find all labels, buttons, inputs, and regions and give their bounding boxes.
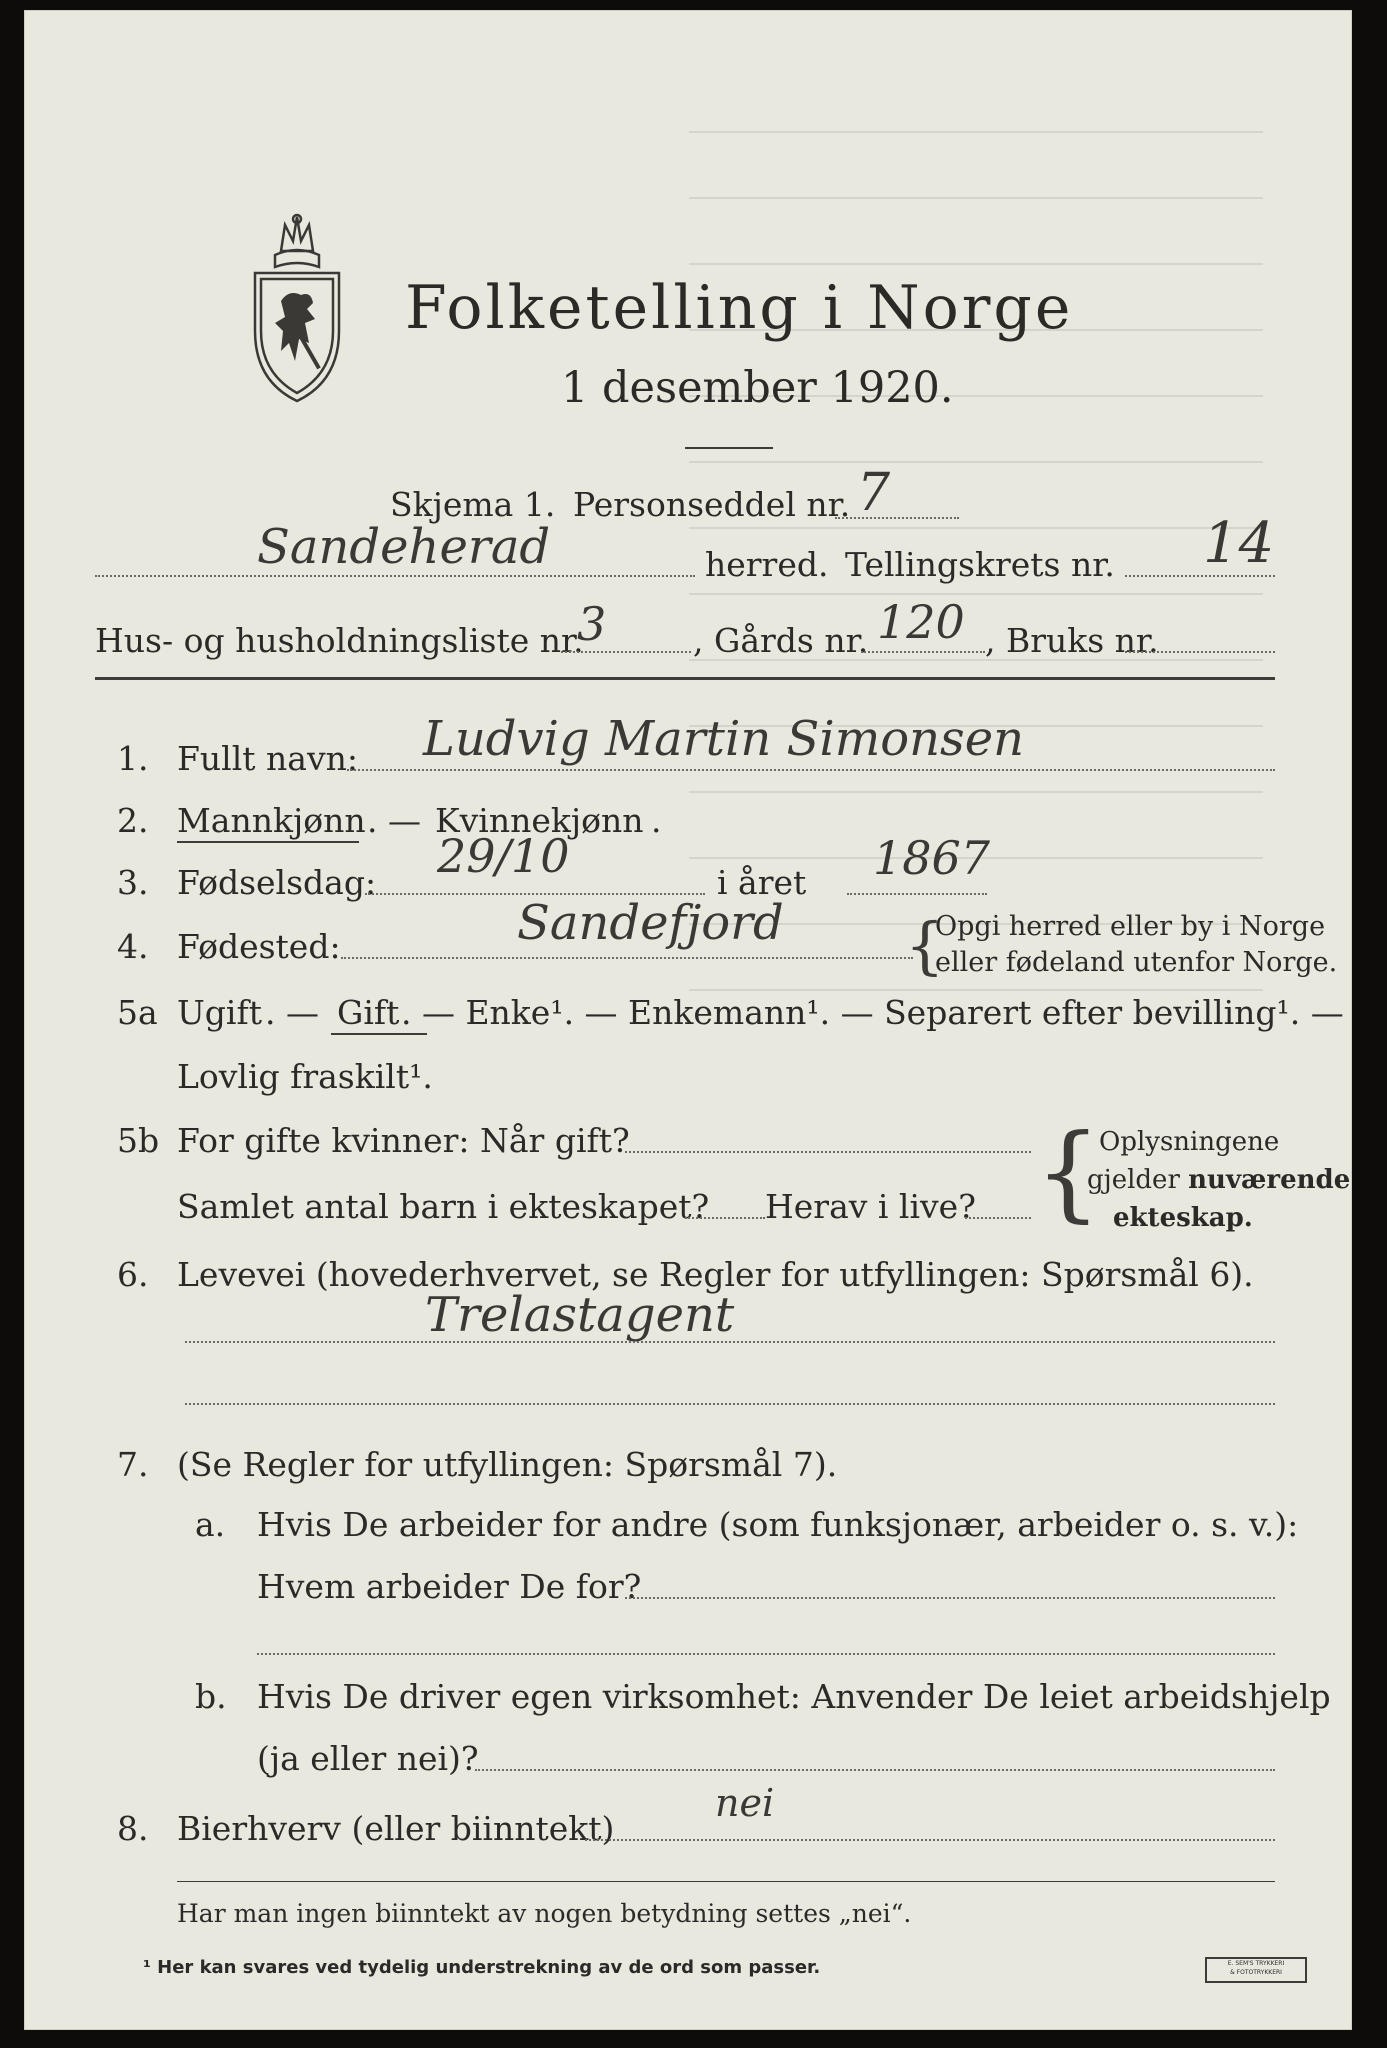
q5b-dots2: [685, 1217, 765, 1219]
section-rule: [95, 677, 1275, 680]
q7b-letter: b.: [195, 1677, 227, 1716]
q1-number: 1.: [117, 739, 149, 778]
printer-stamp: [1205, 1957, 1307, 1983]
birth-year-value[interactable]: 1867: [873, 831, 991, 885]
q4-label: Fødested:: [177, 927, 341, 966]
husholdning-label: Hus- og husholdningsliste nr.: [95, 621, 584, 660]
q1-label: Fullt navn:: [177, 739, 358, 778]
q4-dots: [341, 957, 913, 959]
status-gift-underline: [331, 1033, 427, 1035]
q3-year-dots: [847, 893, 987, 895]
q8-label: Bierhverv (eller biinntekt): [177, 1809, 615, 1848]
gender-male-underline: [177, 841, 359, 843]
q4-brace: {: [905, 909, 945, 982]
q5b-dots1: [625, 1151, 1031, 1153]
herred-dots: [95, 575, 695, 577]
status-fraskilt-option[interactable]: Lovlig fraskilt¹.: [177, 1057, 433, 1096]
skjema-label: Skjema 1.: [390, 485, 556, 524]
gender-female-option[interactable]: Kvinnekjønn: [435, 801, 644, 840]
q7a-letter: a.: [195, 1505, 226, 1544]
side-income-value[interactable]: nei: [715, 1781, 775, 1825]
q5b-label: For gifte kvinner: Når gift?: [177, 1121, 630, 1160]
q7a-dots1: [625, 1597, 1275, 1599]
q8-number: 8.: [117, 1809, 149, 1848]
q2-number: 2.: [117, 801, 149, 840]
herred-value[interactable]: Sandeherad: [257, 519, 551, 575]
q5a-rest: . — Enke¹. — Enkemann¹. — Separert efter bevilling¹. —: [401, 993, 1344, 1032]
q5b-note-line1: Oplysningene: [1099, 1127, 1280, 1157]
q7b-label: Hvis De driver egen virksomhet: Anvender De leiet arbeidshjelp: [257, 1677, 1331, 1716]
q4-note-line1: Opgi herred eller by i Norge: [935, 911, 1326, 942]
census-form: [24, 10, 1352, 2030]
birthplace-value[interactable]: Sandefjord: [517, 895, 784, 951]
q6-label: Levevei (hovederhvervet, se Regler for utfyllingen: Spørsmål 6).: [177, 1255, 1254, 1294]
status-ugift-option[interactable]: Ugift: [177, 993, 262, 1032]
gards-value[interactable]: 120: [877, 595, 965, 649]
tellingskrets-label: Tellingskrets nr.: [845, 545, 1115, 584]
q6-dots1: [185, 1341, 1275, 1343]
norway-coat-of-arms-icon: [241, 211, 353, 407]
q3-label: Fødselsdag:: [177, 863, 377, 902]
title-rule: [685, 447, 773, 449]
bruks-dots: [1125, 651, 1275, 653]
herred-label: herred.: [705, 545, 829, 584]
footer-rule: [177, 1881, 1275, 1882]
occupation-value[interactable]: Trelastagent: [425, 1287, 735, 1343]
q7a-dots2: [257, 1653, 1275, 1655]
q7a-label2: Hvem arbeider De for?: [257, 1567, 642, 1606]
personseddel-label: Personseddel nr.: [573, 485, 851, 524]
q4-number: 4.: [117, 927, 149, 966]
q7-number: 7.: [117, 1445, 149, 1484]
birthdate-value[interactable]: 29/10: [437, 829, 570, 883]
personseddel-dots: [835, 517, 959, 519]
q6-number: 6.: [117, 1255, 149, 1294]
q3-year-label: i året: [717, 863, 807, 902]
gards-dots: [861, 651, 985, 653]
q5b-note-gjelder: gjelder: [1087, 1165, 1189, 1195]
q5b-label2: Samlet antal barn i ekteskapet?: [177, 1187, 710, 1226]
q5a-number: 5a: [117, 993, 158, 1032]
census-date: 1 desember 1920.: [561, 363, 954, 413]
status-gift-option[interactable]: Gift: [337, 993, 400, 1032]
q2-end: .: [651, 801, 662, 840]
q8-dots: [585, 1839, 1275, 1841]
stamp-line1: E. SEM'S TRYKKERI: [1227, 1960, 1285, 1967]
bruks-label: , Bruks nr.: [985, 621, 1159, 660]
personseddel-value[interactable]: 7: [857, 463, 891, 523]
q7a-label: Hvis De arbeider for andre (som funksjonær, arbeider o. s. v.):: [257, 1505, 1299, 1544]
form-title: Folketelling i Norge: [405, 273, 1074, 343]
q7b-label2: (ja eller nei)?: [257, 1739, 479, 1778]
gender-male-option[interactable]: Mannkjønn: [177, 801, 366, 840]
tellingskrets-value[interactable]: 14: [1203, 511, 1275, 576]
q5b-note-current: nuværende: [1188, 1165, 1351, 1195]
husholdning-dots: [561, 651, 691, 653]
q5b-label3: Herav i live?: [765, 1187, 976, 1226]
q1-dots: [347, 769, 1275, 771]
q7-label: (Se Regler for utfyllingen: Spørsmål 7).: [177, 1445, 838, 1484]
q2-separator: . —: [367, 801, 421, 840]
q6-dots2: [185, 1403, 1275, 1405]
full-name-value[interactable]: Ludvig Martin Simonsen: [423, 711, 1025, 767]
q7b-dots: [475, 1769, 1275, 1771]
q5a-dash: . —: [265, 993, 319, 1032]
q5b-brace: {: [1035, 1111, 1102, 1233]
footnote: ¹ Her kan svares ved tydelig understrekning av de ord som passer.: [143, 1957, 821, 1978]
q5b-number: 5b: [117, 1121, 160, 1160]
q5b-note-line2: [1087, 1165, 1350, 1195]
footer-note: Har man ingen biinntekt av nogen betydning settes „nei“.: [177, 1899, 912, 1928]
tellingskrets-dots: [1125, 575, 1275, 577]
husholdning-value[interactable]: 3: [577, 597, 607, 651]
stamp-line2: & FOTOTRYKKERI: [1230, 1969, 1282, 1976]
gards-label: , Gårds nr.: [693, 621, 869, 660]
q3-number: 3.: [117, 863, 149, 902]
q5b-note-line3: ekteskap.: [1113, 1203, 1253, 1233]
q5b-dots3: [965, 1217, 1031, 1219]
q4-note-line2: eller fødeland utenfor Norge.: [935, 947, 1338, 978]
